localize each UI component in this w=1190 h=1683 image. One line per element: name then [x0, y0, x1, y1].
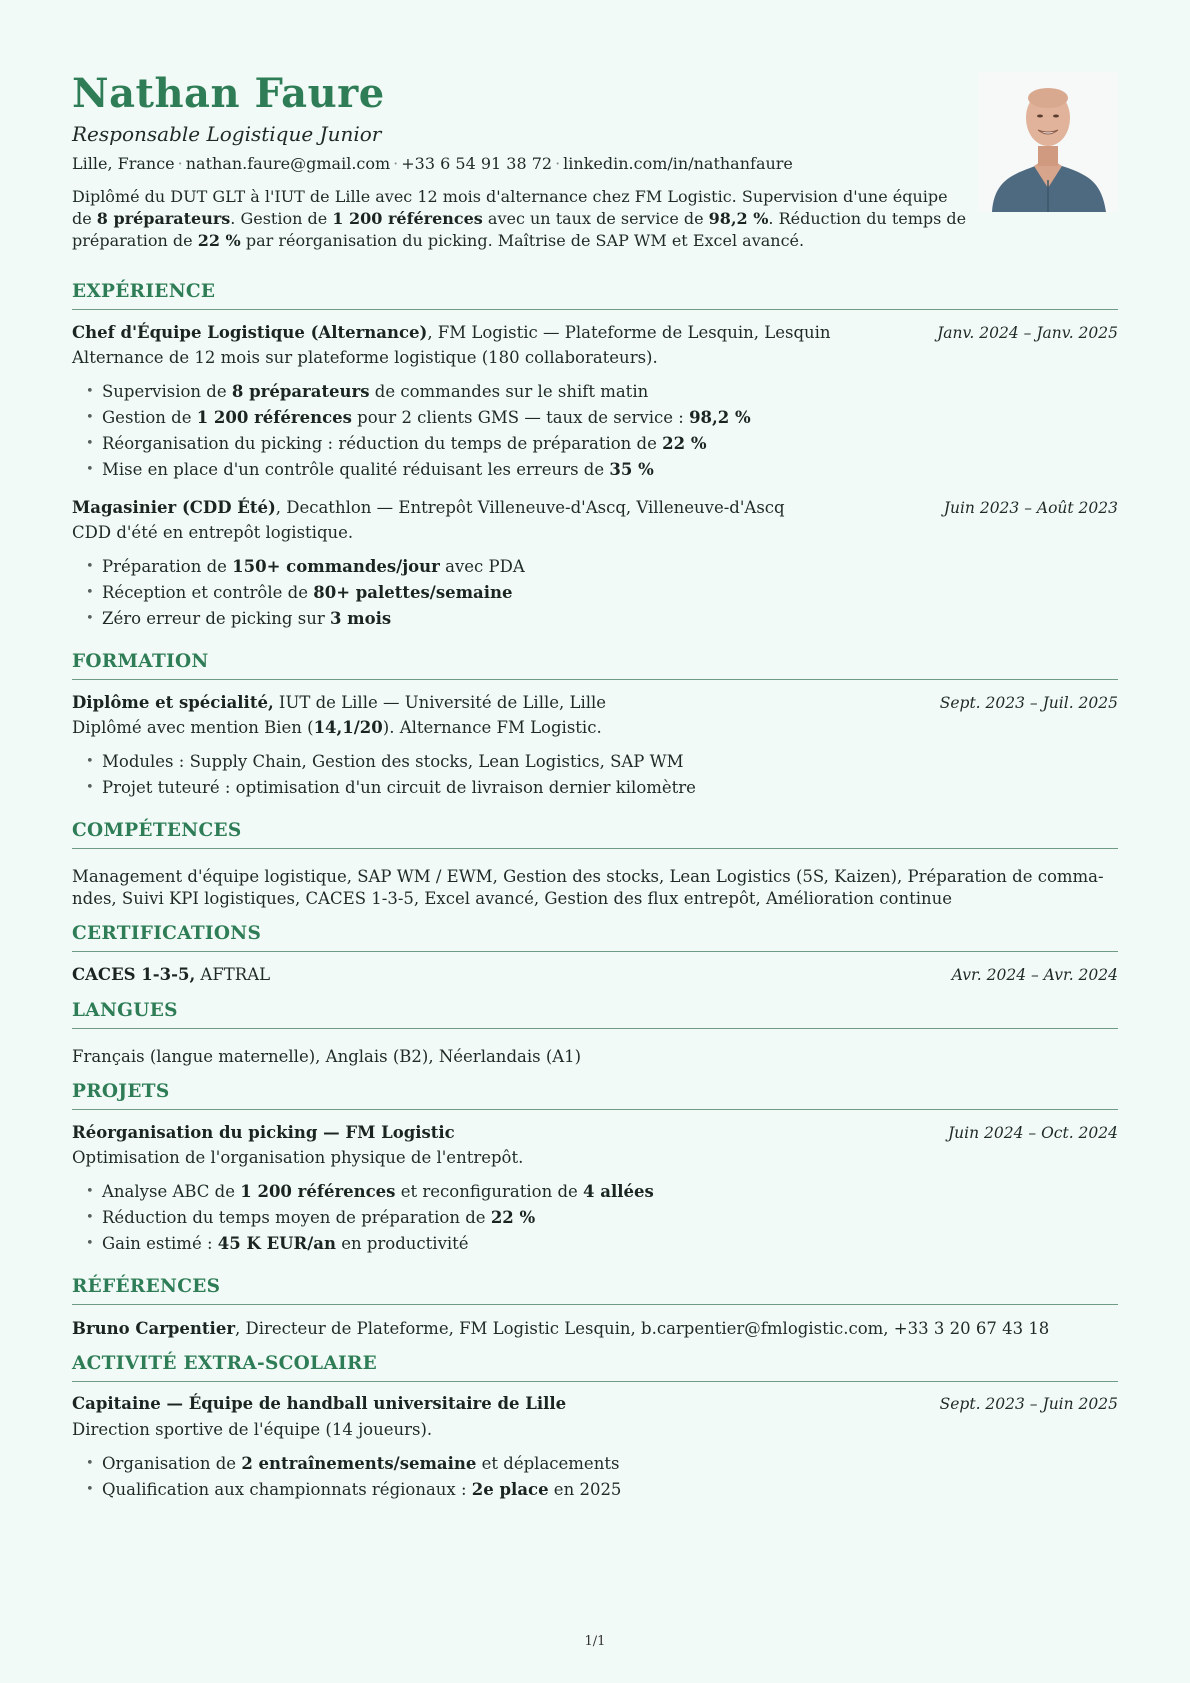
bullet-item: [72, 1205, 654, 1231]
section-title-projects: PROJETS: [72, 1080, 1118, 1110]
text-segment: Réduction du temps moyen de préparation de: [102, 1208, 491, 1227]
text-segment: Mise en place d'un contrôle qualité réduisant les erreurs de: [102, 460, 610, 479]
text-segment: Supervision de: [102, 382, 232, 401]
phone: +33 6 54 91 38 72: [401, 154, 553, 173]
linkedin-link[interactable]: linkedin.com/in/nathanfaure: [563, 154, 793, 173]
person-photo-icon: [978, 72, 1118, 212]
languages-line: Français (langue maternelle), Anglais (B2), Néerlandais (A1): [72, 1047, 582, 1066]
reference-name: Bruno Carpentier: [72, 1319, 236, 1338]
experience-entry-header: [72, 497, 1118, 519]
skills-line: ndes, Suivi KPI logistiques, CACES 1-3-5, Excel avancé, Gestion des flux entrepôt, Amélioration continue: [72, 889, 952, 908]
bullet-item: [72, 431, 751, 457]
experience-entry-header: [72, 322, 1118, 344]
skills-line: Management d'équipe logistique, SAP WM / EWM, Gestion des stocks, Lean Logistics (5S, Kaizen), Préparation de comma-: [72, 867, 1104, 886]
entry-description: Optimisation de l'organisation physique de l'entrepôt.: [72, 1148, 524, 1167]
bullet-item: [72, 749, 696, 775]
entry-date: Juin 2023 – Août 2023: [943, 499, 1118, 517]
section-title-education: FORMATION: [72, 650, 1118, 680]
entry-title: CACES 1-3-5,: [72, 965, 196, 984]
emphasis-text: 3 mois: [329, 609, 392, 628]
entry-title: Capitaine — Équipe de handball universitaire de Lille: [72, 1394, 567, 1413]
candidate-name: Nathan Faure: [72, 70, 385, 117]
section-title-skills: COMPÉTENCES: [72, 819, 1118, 849]
text-segment: Réorganisation du picking : réduction du temps de préparation de: [102, 434, 663, 453]
bullet-item: [72, 457, 751, 483]
entry-organization: AFTRAL: [195, 965, 271, 984]
emphasis-text: 8 préparateurs: [96, 209, 231, 228]
section-title-extracurricular: ACTIVITÉ EXTRA-SCOLAIRE: [72, 1352, 1118, 1382]
entry-organization: IUT de Lille — Université de Lille, Lille: [273, 693, 607, 712]
text-segment: Préparation de: [102, 557, 233, 576]
job-title: Responsable Logistique Junior: [72, 122, 382, 146]
emphasis-text: 8 préparateurs: [231, 382, 370, 401]
profile-photo: [978, 72, 1118, 212]
emphasis-text: 98,2 %: [689, 408, 751, 427]
entry-title: Diplôme et spécialité,: [72, 693, 274, 712]
emphasis-text: 22 %: [662, 434, 707, 453]
activity-entry-header: [72, 1393, 1118, 1415]
text-segment: et reconfiguration de: [395, 1182, 584, 1201]
text-segment: Zéro erreur de picking sur: [102, 609, 330, 628]
text-segment: Réception et contrôle de: [102, 583, 314, 602]
profile-summary: [72, 186, 972, 252]
text-segment: Organisation de: [102, 1454, 242, 1473]
bullet-list: [72, 554, 525, 632]
emphasis-text: 2e place: [471, 1480, 549, 1499]
emphasis-text: 35 %: [609, 460, 654, 479]
emphasis-text: 14,1/20: [313, 718, 383, 737]
text-segment: Diplômé avec mention Bien (: [72, 718, 314, 737]
text-segment: ). Alternance FM Logistic.: [382, 718, 602, 737]
entry-description: Direction sportive de l'équipe (14 joueurs).: [72, 1420, 433, 1439]
location: Lille, France: [72, 154, 175, 173]
entry-description: [72, 717, 1118, 739]
text-segment: Gain estimé :: [102, 1234, 218, 1253]
bullet-list: [72, 749, 696, 801]
bullet-item: [72, 405, 751, 431]
bullet-item: [72, 379, 751, 405]
certification-entry: [72, 964, 1118, 986]
entry-date: Avr. 2024 – Avr. 2024: [951, 966, 1118, 984]
project-entry-header: [72, 1122, 1118, 1144]
emphasis-text: 150+ commandes/jour: [232, 557, 440, 576]
text-segment: . Gestion de: [230, 209, 333, 228]
text-segment: de commandes sur le shift matin: [369, 382, 649, 401]
contact-line: [72, 153, 793, 175]
text-segment: avec PDA: [439, 557, 525, 576]
bullet-item: [72, 1477, 621, 1503]
bullet-item: [72, 554, 525, 580]
entry-title: Réorganisation du picking — FM Logistic: [72, 1123, 455, 1142]
entry-title: Chef d'Équipe Logistique (Alternance): [72, 323, 428, 342]
emphasis-text: 80+ palettes/semaine: [313, 583, 513, 602]
emphasis-text: 22 %: [490, 1208, 536, 1227]
emphasis-text: 2 entraînements/semaine: [241, 1454, 477, 1473]
emphasis-text: 1 200 références: [332, 209, 483, 228]
text-segment: Gestion de: [102, 408, 197, 427]
text-segment: Analyse ABC de: [102, 1182, 241, 1201]
education-entry-header: [72, 692, 1118, 714]
emphasis-text: 22 %: [197, 231, 241, 250]
reference-details: , Directeur de Plateforme, FM Logistic Lesquin, b.carpentier@fmlogistic.com, +33 3 20 67 43 18: [235, 1319, 1050, 1338]
entry-organization: , FM Logistic — Plateforme de Lesquin, Lesquin: [427, 323, 831, 342]
text-segment: par réorganisation du picking. Maîtrise de SAP WM et Excel avancé.: [240, 231, 805, 250]
text-segment: en 2025: [548, 1480, 622, 1499]
section-title-experience: EXPÉRIENCE: [72, 280, 1118, 310]
section-title-certifications: CERTIFICATIONS: [72, 922, 1118, 952]
email-link[interactable]: nathan.faure@gmail.com: [185, 154, 391, 173]
emphasis-text: 1 200 références: [196, 408, 352, 427]
text-segment: Projet tuteuré : optimisation d'un circuit de livraison dernier kilomètre: [102, 778, 696, 797]
text-segment: pour 2 clients GMS — taux de service :: [351, 408, 690, 427]
bullet-item: [72, 775, 696, 801]
page-number: 1/1: [584, 1634, 606, 1649]
text-segment: avec un taux de service de: [482, 209, 709, 228]
entry-title: Magasinier (CDD Été): [72, 498, 276, 517]
separator: ·: [555, 154, 561, 173]
bullet-list: [72, 1179, 654, 1257]
entry-date: Sept. 2023 – Juin 2025: [939, 1395, 1118, 1413]
text-segment: Qualification aux championnats régionaux :: [102, 1480, 472, 1499]
text-segment: . Réduction du temps de préparation de: [72, 209, 967, 250]
emphasis-text: 45 K EUR/an: [217, 1234, 336, 1253]
separator: ·: [177, 154, 183, 173]
separator: ·: [393, 154, 399, 173]
text-segment: en productivité: [335, 1234, 469, 1253]
entry-description: CDD d'été en entrepôt logistique.: [72, 523, 354, 542]
section-title-references: RÉFÉRENCES: [72, 1275, 1118, 1305]
bullet-item: [72, 1451, 621, 1477]
entry-date: Juin 2024 – Oct. 2024: [947, 1124, 1118, 1142]
bullet-item: [72, 606, 525, 632]
bullet-item: [72, 1179, 654, 1205]
text-segment: Modules : Supply Chain, Gestion des stocks, Lean Logistics, SAP WM: [102, 752, 684, 771]
section-title-languages: LANGUES: [72, 999, 1118, 1029]
emphasis-text: 4 allées: [583, 1182, 654, 1201]
bullet-item: [72, 1231, 654, 1257]
entry-description: Alternance de 12 mois sur plateforme logistique (180 collaborateurs).: [72, 348, 658, 367]
emphasis-text: 1 200 références: [240, 1182, 396, 1201]
bullet-list: [72, 1451, 621, 1503]
entry-date: Sept. 2023 – Juil. 2025: [939, 694, 1118, 712]
entry-date: Janv. 2024 – Janv. 2025: [937, 324, 1118, 342]
reference-line: [72, 1318, 1118, 1340]
bullet-list: [72, 379, 751, 483]
text-segment: Diplômé du DUT GLT à l'IUT de Lille avec 12 mois d'alternance chez FM Logistic. Supervision d'une équipe de: [72, 187, 948, 228]
emphasis-text: 98,2 %: [708, 209, 769, 228]
bullet-item: [72, 580, 525, 606]
entry-organization: , Decathlon — Entrepôt Villeneuve-d'Ascq, Villeneuve-d'Ascq: [275, 498, 785, 517]
text-segment: et déplacements: [476, 1454, 620, 1473]
